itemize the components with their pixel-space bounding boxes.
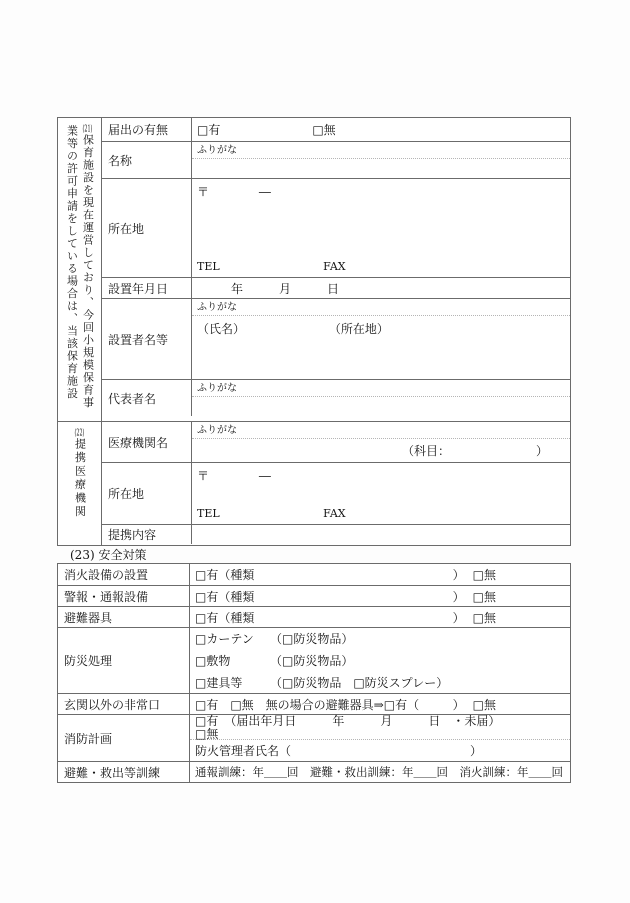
postal-dash: ―	[258, 185, 271, 199]
drills-field[interactable]	[190, 762, 570, 782]
fireproofing-line-fixtures[interactable]	[190, 671, 570, 693]
row-fireproofing	[58, 627, 570, 693]
section-21-side-text: (21)保育施設を現在運営しており、今回小規模保育事業等の許可申請をしている場合は、当該保育施設	[65, 125, 95, 409]
postal-mark: 〒	[197, 469, 210, 483]
founder-label: 設置者名等	[102, 299, 192, 379]
escape-tools-no-checkbox[interactable]: □無	[472, 610, 496, 625]
fire-manager-open-label: 防火管理者氏名（	[195, 744, 292, 758]
row-facility-address	[102, 178, 570, 277]
facility-address-label: 所在地	[102, 179, 192, 277]
medical-address-label: 所在地	[102, 463, 192, 524]
founder-input-area[interactable]	[192, 337, 570, 379]
row-drills	[58, 761, 570, 782]
curtain-note[interactable]: （□防災物品）	[270, 632, 354, 647]
row-notification	[102, 118, 570, 141]
fire-extinguisher-no-checkbox[interactable]: □無	[472, 568, 496, 582]
tel-label: TEL	[197, 260, 220, 273]
representative-input-area[interactable]	[192, 397, 570, 416]
facility-name-furigana-label: ふりがな	[192, 142, 570, 159]
section-21-number: (21)	[82, 125, 93, 134]
fire-plan-field	[190, 715, 570, 761]
notification-label: 届出の有無	[102, 118, 192, 141]
section-22-side-header	[58, 422, 102, 545]
row-emergency-exit	[58, 693, 570, 714]
curtain-checkbox[interactable]: □カーテン	[195, 632, 254, 647]
establishment-date-field[interactable]	[192, 278, 570, 298]
fixtures-checkbox[interactable]: □建具等	[195, 675, 243, 690]
representative-field	[192, 380, 570, 416]
representative-label: 代表者名	[102, 380, 192, 416]
founder-hints	[192, 316, 570, 337]
fire-plan-no-checkbox[interactable]: □無	[195, 727, 219, 741]
paren-close: ）	[452, 568, 465, 582]
fireproofing-field	[190, 628, 570, 693]
fixtures-note[interactable]: （□防災物品 □防災スプレー）	[270, 675, 449, 690]
fire-manager-close-label: ）	[469, 744, 482, 758]
representative-furigana-label: ふりがな	[192, 380, 570, 397]
section-22-number: (22)	[74, 429, 85, 438]
row-medical-address	[102, 462, 570, 524]
paren-close: ）	[452, 589, 465, 604]
tel-label: TEL	[197, 507, 220, 520]
medical-dept-line[interactable]	[192, 439, 570, 461]
partnership-details-input-area[interactable]	[192, 525, 570, 544]
row-escape-tools	[58, 606, 570, 627]
fireproofing-line-curtain[interactable]	[190, 628, 570, 650]
row-alarm-equipment	[58, 585, 570, 606]
fireproofing-label: 防災処理	[58, 628, 190, 693]
section-21-rows	[102, 118, 570, 421]
facility-name-field	[192, 142, 570, 178]
facility-medical-table	[57, 117, 571, 546]
fire-plan-yes-line[interactable]: □有 （届出年月日 年 月 日 ・未届）	[195, 714, 501, 728]
year-label: 年	[231, 281, 244, 296]
alarm-yes-checkbox[interactable]: □有（種類	[195, 589, 255, 604]
section-22	[58, 421, 570, 545]
fire-plan-label: 消防計画	[58, 715, 190, 761]
drills-text[interactable]: 通報訓練：年＿＿回 避難・救出訓練：年＿＿回 消火訓練：年＿＿回	[195, 765, 563, 779]
medical-address-field[interactable]	[192, 463, 570, 524]
escape-tools-yes-checkbox[interactable]: □有（種類	[195, 610, 255, 625]
fire-extinguisher-label: 消火設備の設置	[58, 564, 190, 585]
row-establishment-date	[102, 277, 570, 298]
row-fire-extinguisher	[58, 564, 570, 585]
section-22-rows	[102, 422, 570, 545]
medical-name-field	[192, 422, 570, 462]
founder-field	[192, 299, 570, 379]
rug-note[interactable]: （□防災物品）	[270, 654, 354, 668]
postal-dash: ―	[258, 469, 271, 483]
alarm-equipment-field[interactable]	[190, 586, 570, 606]
notification-no-checkbox[interactable]: □無	[312, 123, 336, 137]
alarm-no-checkbox[interactable]: □無	[472, 589, 496, 604]
day-label: 日	[327, 281, 340, 296]
postal-line	[192, 179, 570, 200]
facility-address-field[interactable]	[192, 179, 570, 277]
row-medical-name	[102, 422, 570, 462]
row-founder	[102, 298, 570, 379]
paren-close: ）	[452, 610, 465, 625]
establishment-date-label: 設置年月日	[102, 278, 192, 298]
section-21	[58, 118, 570, 421]
drills-label: 避難・救出等訓練	[58, 762, 190, 782]
telfax-line	[192, 507, 570, 524]
founder-furigana-label: ふりがな	[192, 299, 570, 316]
row-partnership-details	[102, 524, 570, 544]
section-23-heading: (23) 安全対策	[70, 548, 147, 562]
telfax-line	[192, 260, 570, 277]
escape-tools-field[interactable]	[190, 607, 570, 627]
section-22-side-text: (22)提携医療機関	[73, 429, 87, 519]
founder-address-hint: （所在地）	[328, 322, 389, 336]
fire-extinguisher-yes-checkbox[interactable]: □有（種類	[195, 568, 255, 582]
row-fire-plan	[58, 714, 570, 761]
emergency-exit-options[interactable]: □有 □無 無の場合の避難器具⇒□有（	[195, 697, 420, 712]
notification-yes-checkbox[interactable]: □有	[197, 123, 221, 137]
fax-label: FAX	[323, 507, 346, 520]
fax-label: FAX	[323, 260, 346, 273]
emergency-exit-label: 玄関以外の非常口	[58, 694, 190, 714]
fire-plan-options[interactable]	[190, 715, 570, 740]
postal-line	[192, 463, 570, 484]
medical-name-furigana-label: ふりがな	[192, 422, 570, 439]
facility-name-input-area[interactable]	[192, 159, 570, 178]
dept-close-label: ）	[535, 443, 548, 458]
partnership-details-label: 提携内容	[102, 525, 192, 544]
fire-extinguisher-field[interactable]	[190, 564, 570, 585]
section-21-side-header	[58, 118, 102, 421]
paren-close: ）	[452, 697, 465, 712]
notification-field[interactable]	[192, 118, 570, 141]
fire-manager-line[interactable]	[190, 740, 570, 761]
safety-table	[57, 563, 571, 783]
emergency-exit-field[interactable]	[190, 694, 570, 714]
facility-name-label: 名称	[102, 142, 192, 178]
medical-name-label: 医療機関名	[102, 422, 192, 462]
rug-checkbox[interactable]: □敷物	[195, 654, 231, 668]
postal-mark: 〒	[197, 185, 210, 199]
founder-name-hint: （氏名）	[197, 322, 246, 336]
escape-tools-label: 避難器具	[58, 607, 190, 627]
month-label: 月	[279, 281, 292, 296]
fireproofing-line-rug[interactable]	[190, 650, 570, 672]
dept-open-label: （科目：	[401, 443, 450, 458]
alarm-equipment-label: 警報・通報設備	[58, 586, 190, 606]
row-representative	[102, 379, 570, 416]
row-facility-name	[102, 141, 570, 178]
emergency-exit-no-checkbox[interactable]: □無	[472, 697, 496, 712]
